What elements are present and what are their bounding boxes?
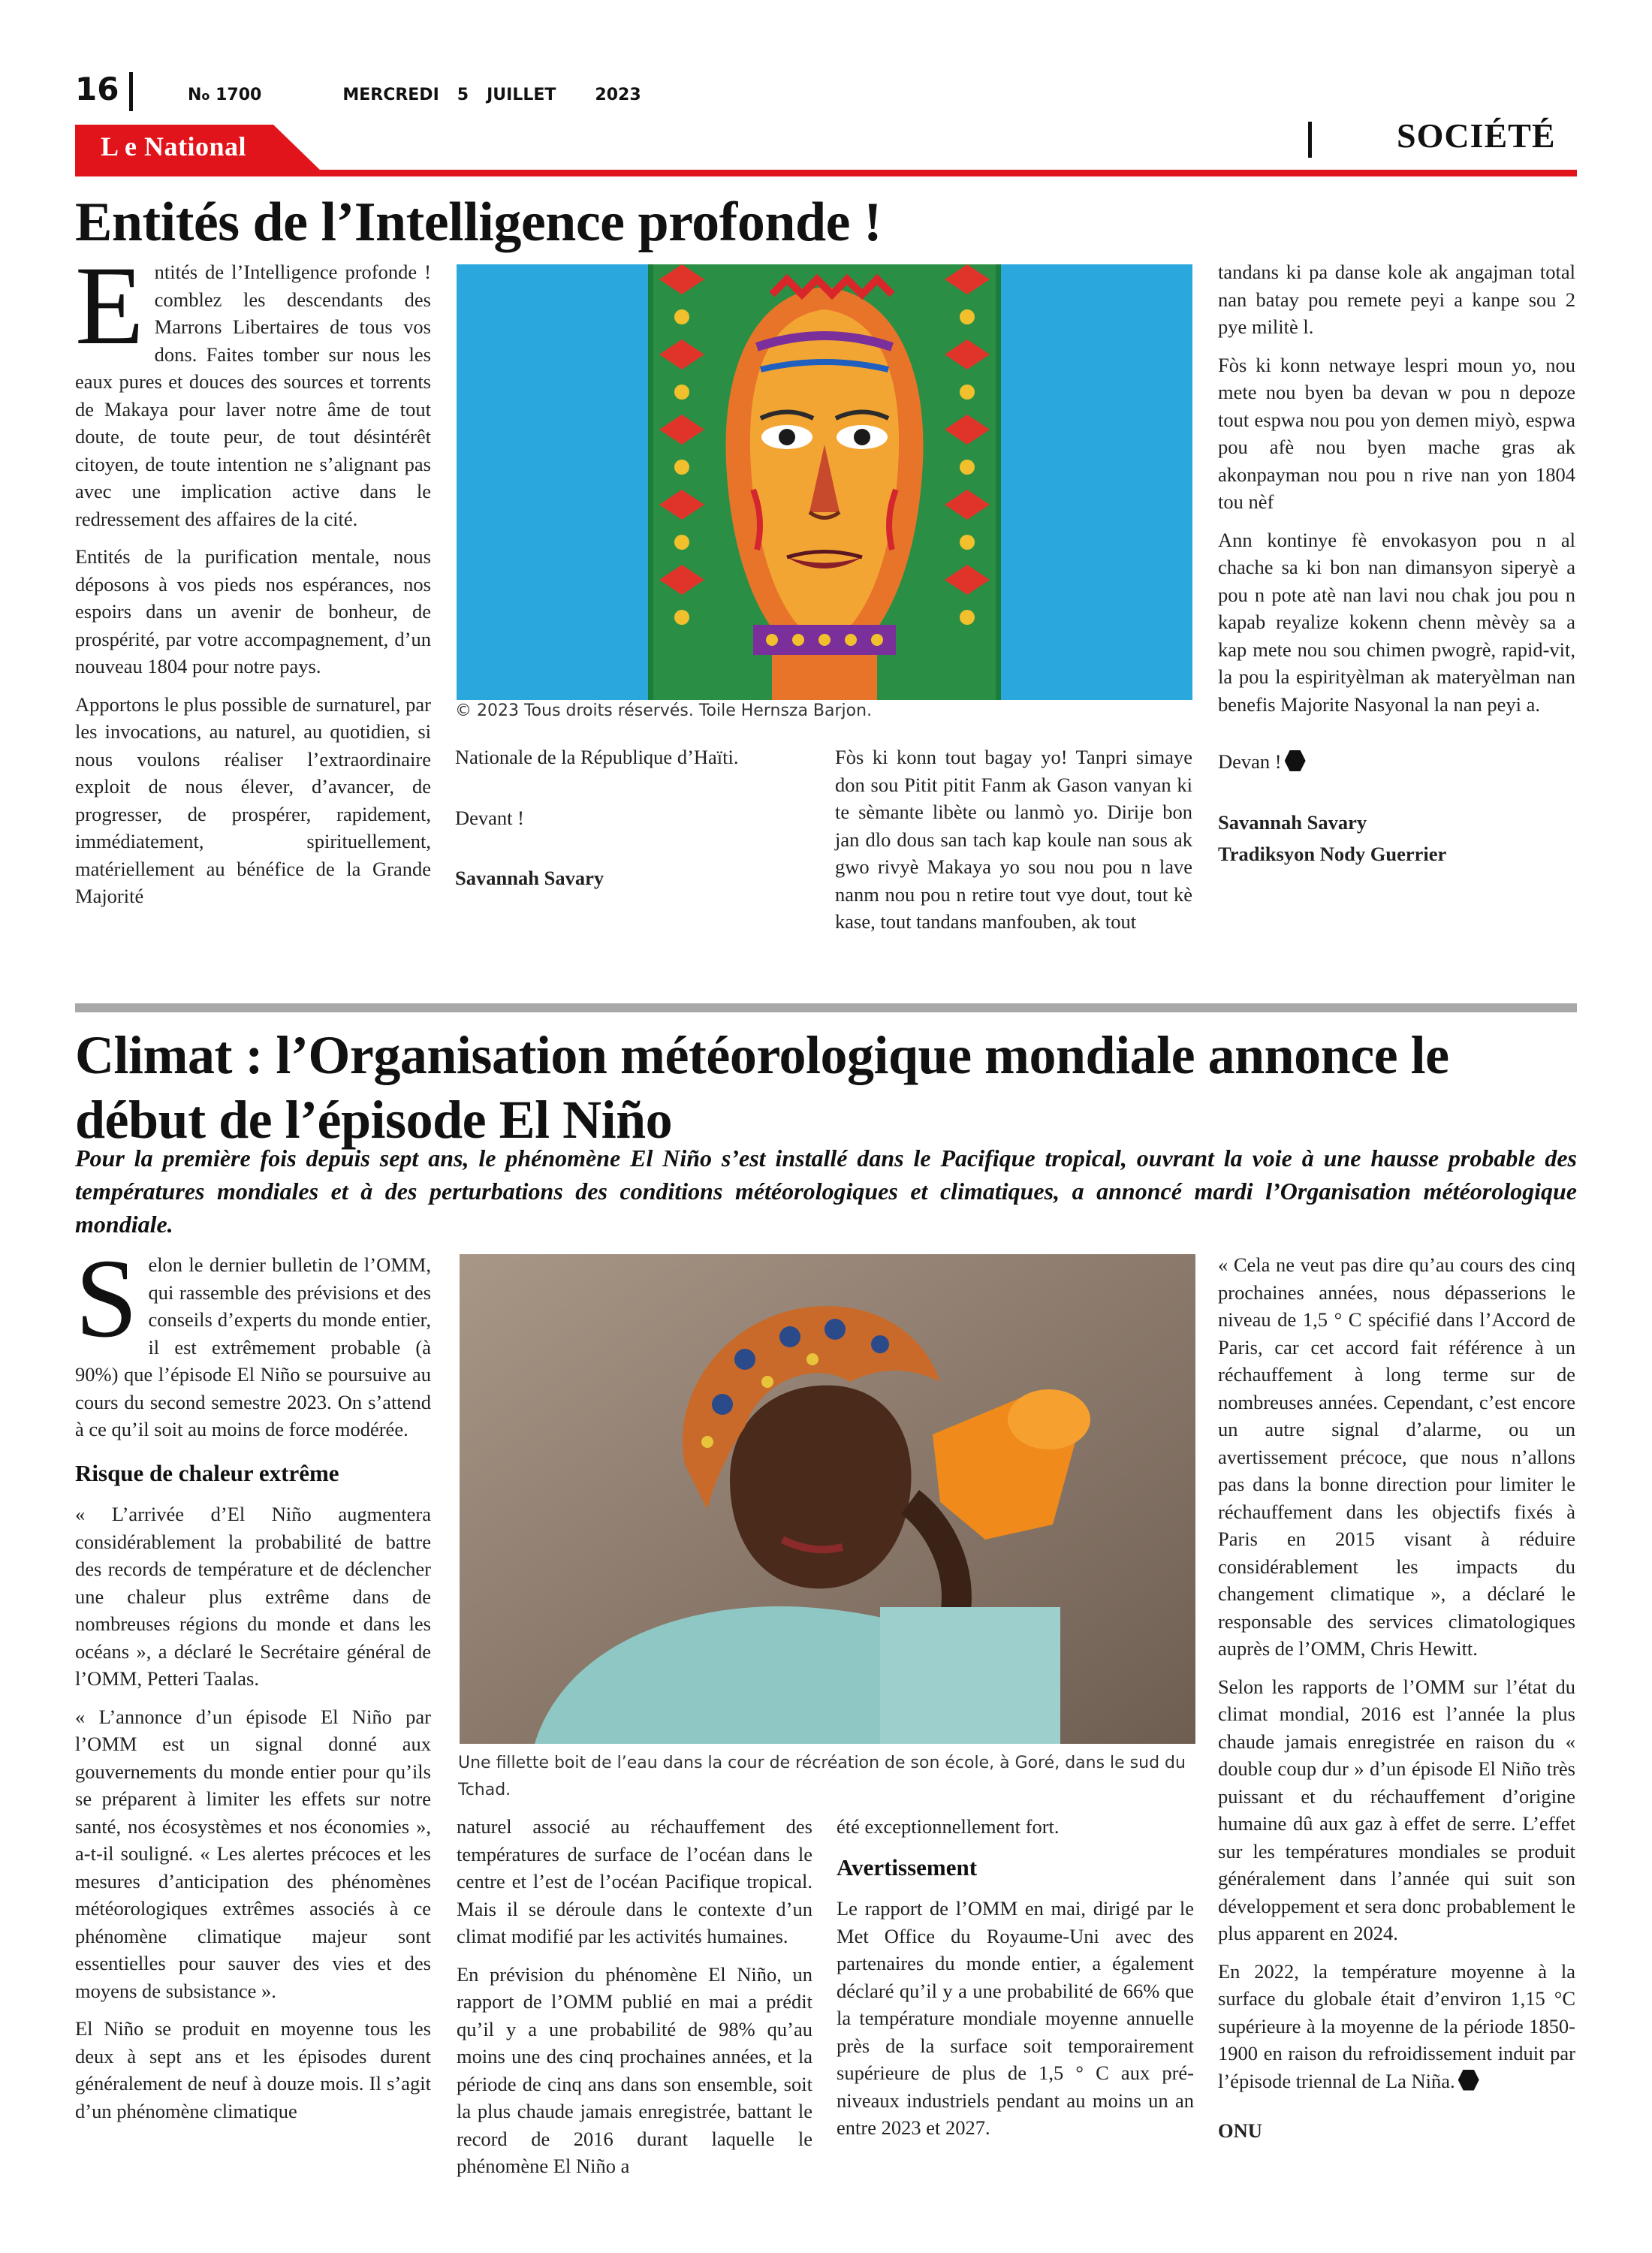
article2-title: Climat : l’Organisation météorologique mondiale annonce le début de l’épisode El Niño bbox=[75, 1025, 1449, 1150]
article2-image-caption: Une fillette boit de l’eau dans la cour de récréation de son école, à Goré, dans le sud du Tchad. bbox=[458, 1754, 1186, 1799]
article2-subhead: Avertissement bbox=[837, 1853, 978, 1881]
article1-column-3 bbox=[835, 743, 1192, 936]
article1-column-4 bbox=[1218, 258, 1575, 868]
article1-paragraph: Fòs ki konn tout bagay yo! Tanpri simaye don sou Pitit pitit Fanm ak Gason vanyan ki te sèmante libète ou lanmò yo. Dirije bon jan dlo dous san tach kap koule nan sous ak gwo rivyè Makaya yo sou nou pou n lave nanm nou pou n retire tout vye dout, tout kè kase, tout tandans manfouben, ak tout bbox=[835, 746, 1192, 933]
article2-paragraph: « L’annonce d’un épisode El Niño par l’OMM est un signal donné aux gouvernements du monde entier pour qu’ils se préparent à limiter les effets sur notre santé, nos écosystèmes et nos économies », a-t-il souligné. « Les alertes précoces et les mesures d’anticipation des phénomènes météorologiques extrêmes associés à ce phénomène climatique majeur sont essentielles pour sauver des vies et des moyens de subsistance ». bbox=[75, 1705, 431, 2002]
article2-paragraph bbox=[1218, 1958, 1575, 2095]
closing-text: Devan ! bbox=[1218, 750, 1282, 773]
photo-artwork bbox=[460, 1254, 1195, 1744]
article1-paragraph-text: ntités de l’Intelligence profonde ! comblez les descendants des Marrons Libertaires de tous vos dons. Faites tomber sur nous les eaux pures et douces des sources et torrents de Makaya pour laver notre âme de tout doute, de toute peur, de tout désintérêt citoyen, de toute intention ne s’alignant pas avec une implication active dans le redressement des affaires de la cité. bbox=[75, 261, 431, 530]
article2-paragraph: El Niño se produit en moyenne tous les deux à sept ans et les épisodes durent généralement de neuf à douze mois. Il s’agit d’un phénomène climatique bbox=[75, 2017, 431, 2122]
article2-column-2 bbox=[457, 1813, 812, 2180]
page-number: 16 bbox=[75, 71, 119, 107]
article1-column-1 bbox=[75, 243, 431, 910]
painting-artwork bbox=[457, 264, 1192, 700]
girl-drinking-photo bbox=[460, 1254, 1195, 1744]
brand-name: L e National bbox=[101, 131, 247, 161]
article2-paragraph-text: En 2022, la température moyenne à la surface du globale était d’environ 1,15 °C supérieure à la moyenne de la période 1850-1900 en raison du refroidissement induit par l’épisode triennal de La Niña. bbox=[1218, 1959, 1575, 2092]
article1-paragraph: Fòs ki konn netwaye lespri moun yo, nou mete nou byen ba devan w pou n depoze tout espwa nou pou yon demen miyò, espwa pou afè nou byen mache gras ak akonpayman nou pou n rive nan yon 1804 tou nèf bbox=[1218, 353, 1575, 513]
article-divider bbox=[75, 1003, 1577, 1012]
article1-image-caption: © 2023 Tous droits réservés. Toile Hernsza Barjon. bbox=[455, 701, 873, 720]
article1-paragraph: Nationale de la République d’Haïti. bbox=[455, 746, 739, 768]
article2-paragraph-text: elon le dernier bulletin de l’OMM, qui rassemble des prévisions et des conseils d’experts du monde entier, il est extrêmement probable (à 90%) que l’épisode El Niño se poursuive au cours du second semestre 2023. On s’attend à ce qu’il soit au moins de force modérée. bbox=[75, 1253, 431, 1440]
day: 5 bbox=[457, 86, 469, 104]
article2-paragraph: « L’arrivée d’El Niño augmentera considérablement la probabilité de battre des records de température et de déclencher une chaleur plus extrême dans de nombreuses régions du monde et dans les océans », a déclaré le Secrétaire général de l’OMM, Petteri Taalas. bbox=[75, 1503, 431, 1690]
article2-dropcap: S bbox=[75, 1236, 138, 1361]
issue-sup: o bbox=[201, 89, 210, 103]
month: JUILLET bbox=[487, 86, 556, 104]
article2-subhead: Risque de chaleur extrême bbox=[75, 1459, 339, 1486]
section-divider bbox=[1308, 122, 1312, 158]
article2-paragraph: Le rapport de l’OMM en mai, dirigé par le Met Office du Royaume-Uni avec des partenaires du monde entier, a également déclaré qu’il y a une probabilité de 66% que la température mondiale moyenne annuelle près de la surface soit temporairement supérieure de plus de 1,5 ° C aux pré-niveaux industriels pendant au moins un an entre 2023 et 2027. bbox=[837, 1897, 1194, 2139]
article1-signature-kreyol: Savannah Savary bbox=[1218, 810, 1367, 834]
article1-paragraph: Entités de la purification mentale, nous déposons à vos pieds nos espérances, nos espoirs dans un avenir de bonheur, de prospérité, par votre accompagnement, d’un nouveau 1804 pour notre pays. bbox=[75, 545, 431, 677]
article2-paragraph: naturel associé au réchauffement des températures de surface de l’océan dans le centre et l’est de l’océan Pacifique tropical. Mais il se déroule dans le contexte d’un climat modifié par les activités humaines. bbox=[457, 1815, 812, 1947]
tribal-mask-painting bbox=[457, 264, 1192, 700]
article1-translator: Tradiksyon Nody Guerrier bbox=[1218, 843, 1447, 865]
article2-paragraph: Selon les rapports de l’OMM sur l’état du climat mondial, 2016 est l’année la plus chaude jamais enregistrée en raison du « double coup dur » d’un épisode El Niño très puissant et du réchauffement d’origine humaine dû aux gaz à effet de serre. L’effet sur les températures mondiales se produit généralement dans l’année qui suit son développement et sera donc probablement le plus apparent en 2024. bbox=[1218, 1675, 1575, 1944]
weekday: MERCREDI bbox=[342, 86, 439, 104]
year: 2023 bbox=[595, 86, 641, 104]
article2-paragraph: En prévision du phénomène El Niño, un rapport de l’OMM publié en mai a prédit qu’il y a une probabilité de 98% qu’au moins une des cinq prochaines années, et la période de cinq ans dans son ensemble, soit la plus chaude jamais enregistrée, battant le record de 2016 durant laquelle le phénomène El Niño a bbox=[457, 1962, 812, 2177]
issue-prefix: N bbox=[188, 86, 202, 104]
article1-closing: Devant ! bbox=[455, 806, 524, 829]
end-mark-icon bbox=[1285, 750, 1306, 771]
article1-column-2 bbox=[455, 743, 800, 892]
header-divider bbox=[129, 72, 133, 111]
end-mark-icon bbox=[1458, 2070, 1479, 2091]
article1-paragraph: tandans ki pa danse kole ak angajman total nan batay pou remete peyi a kanpe sou 2 pye militè l. bbox=[1218, 261, 1575, 338]
article1-title: Entités de l’Intelligence profonde ! bbox=[75, 192, 882, 253]
article2-lede: Pour la première fois depuis sept ans, le phénomène El Niño s’est installé dans le Pacifique tropical, ouvrant la voie à une hausse probable des températures mondiales et à des perturbations des conditions météorologiques et climatiques, a annoncé mardi l’Organisation météorologique mondiale. bbox=[75, 1145, 1577, 1238]
section-title: SOCIÉTÉ bbox=[1397, 116, 1556, 155]
article1-signature: Savannah Savary bbox=[455, 867, 604, 889]
article1-paragraph bbox=[75, 243, 431, 532]
article1-dropcap: E bbox=[75, 243, 144, 368]
article2-column-1 bbox=[75, 1236, 431, 2125]
issue-number bbox=[188, 86, 261, 104]
issue-date-line bbox=[188, 86, 641, 104]
issue-value: 1700 bbox=[216, 86, 262, 104]
article2-column-4 bbox=[1218, 1251, 1575, 2145]
article2-source: ONU bbox=[1218, 2119, 1262, 2142]
article2-paragraph: « Cela ne veut pas dire qu’au cours des cinq prochaines années, nous dépasserions le niveau de 1,5 ° C spécifié dans l’Accord de Paris, car cet accord fait référence à un réchauffement à long terme sur de nombreuses années. Cependant, c’est encore un autre signal d’alarme, ou un avertissement précoce, que nous n’allons pas dans la bonne direction pour limiter le réchauffement dans les objectifs fixés à Paris en 2015 visant à réduire considérablement les impacts du changement climatique », a déclaré le responsable des services climatologiques auprès de l’OMM, Chris Hewitt. bbox=[1218, 1253, 1575, 1660]
article2-paragraph bbox=[75, 1236, 431, 1443]
article1-paragraph: Apportons le plus possible de surnaturel, par les invocations, au naturel, au quotidien, si nous voulons réaliser l’extraordinaire exploit de nous élever, d’avancer, de progresser, de prospérer, rapidement, immédiatement, spirituellement, matériellement au bénéfice de la Grande Majorité bbox=[75, 692, 431, 907]
article2-column-3 bbox=[837, 1813, 1194, 2142]
article1-closing-kreyol bbox=[1218, 748, 1575, 776]
header-red-rule bbox=[75, 170, 1577, 176]
article2-paragraph: été exceptionnellement fort. bbox=[837, 1815, 1060, 1838]
article1-paragraph: Ann kontinye fè envokasyon pou n al chache sa ki bon nan dimansyon siperyè a pou n pote atè nan lavi nou chak jou pou n kapab reyalize kokenn chenn mèvèy sa a kap mete nou sou chimen pwogrè, rapid-vit, la pou la espirityèlman ak materyèlman nan benefis Majorite Nasyonal la nan peyi a. bbox=[1218, 528, 1575, 716]
